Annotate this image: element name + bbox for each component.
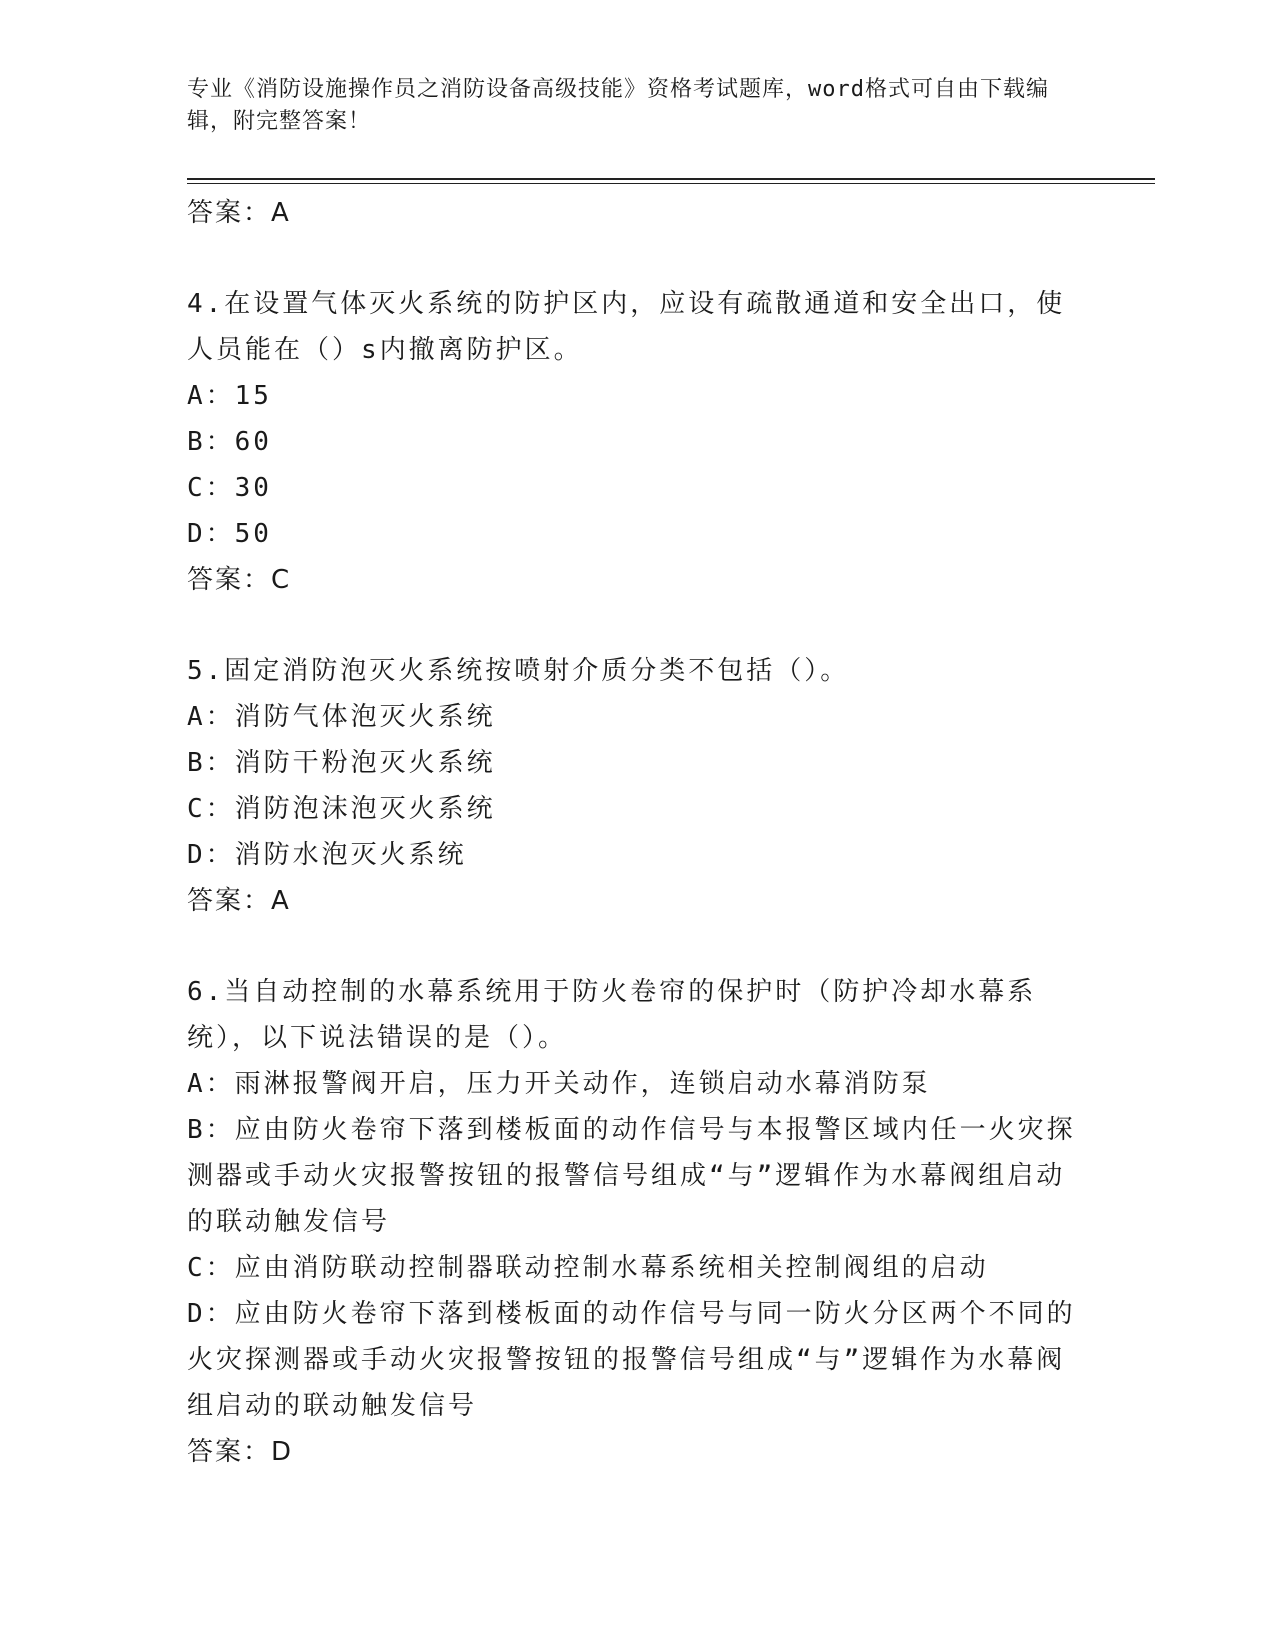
- header-divider-thin: [187, 183, 1155, 184]
- question-6-text: 6.当自动控制的水幕系统用于防火卷帘的保护时（防护冷却水幕系统），以下说法错误的是（）。: [187, 977, 1037, 1053]
- option-6-d: D：应由防火卷帘下落到楼板面的动作信号与同一防火分区两个不同的火灾探测器或手动火灾报警按钮的报警信号组成“与”逻辑作为水幕阀组启动的联动触发信号: [187, 1299, 1076, 1421]
- answer-3: 答案：A: [187, 198, 291, 228]
- option-4-d: D：50: [187, 519, 272, 549]
- question-list: [187, 190, 1087, 1475]
- question-block-6: [187, 969, 1087, 1475]
- question-5-text: 5.固定消防泡灭火系统按喷射介质分类不包括（）。: [187, 656, 850, 686]
- option-6-c: C：应由消防联动控制器联动控制水幕系统相关控制阀组的启动: [187, 1253, 989, 1283]
- option-5-d: D：消防水泡灭火系统: [187, 840, 467, 870]
- option-6-a: A：雨淋报警阀开启，压力开关动作，连锁启动水幕消防泵: [187, 1069, 931, 1099]
- header-divider: [187, 178, 1155, 180]
- question-block-4: [187, 281, 1087, 603]
- option-5-b: B：消防干粉泡灭火系统: [187, 748, 496, 778]
- question-block-5: [187, 648, 1087, 924]
- question-4-text: 4.在设置气体灭火系统的防护区内，应设有疏散通道和安全出口，使人员能在（）s内撤离防护区。: [187, 289, 1066, 365]
- option-5-a: A：消防气体泡灭火系统: [187, 702, 496, 732]
- answer-4: 答案：C: [187, 565, 292, 595]
- answer-5: 答案：A: [187, 886, 291, 916]
- answer-6: 答案：D: [187, 1437, 294, 1467]
- option-5-c: C：消防泡沫泡灭火系统: [187, 794, 496, 824]
- option-4-a: A：15: [187, 381, 272, 411]
- option-4-c: C：30: [187, 473, 272, 503]
- option-6-b: B：应由防火卷帘下落到楼板面的动作信号与本报警区域内任一火灾探测器或手动火灾报警按钮的报警信号组成“与”逻辑作为水幕阀组启动的联动触发信号: [187, 1115, 1076, 1237]
- page-header: 专业《消防设施操作员之消防设备高级技能》资格考试题库，word格式可自由下载编辑，附完整答案！: [187, 77, 1049, 134]
- option-4-b: B：60: [187, 427, 272, 457]
